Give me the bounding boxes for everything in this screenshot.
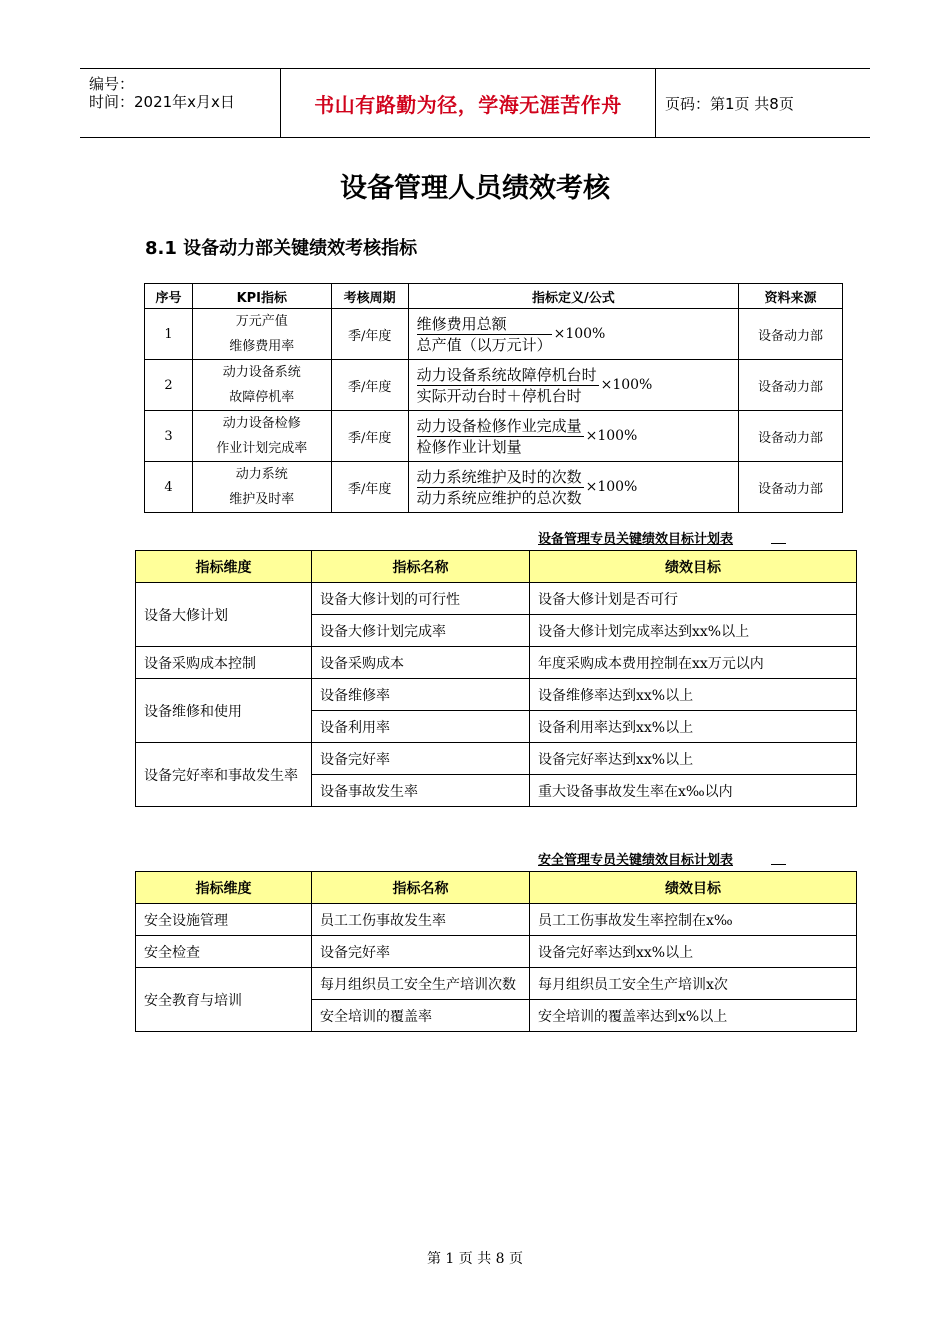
kpi-period: 季/年度 (331, 411, 408, 462)
kpi-name-line2: 维修费用率 (229, 339, 295, 354)
table-row (136, 583, 857, 615)
target-cell: 设备利用率达到xx%以上 (530, 711, 857, 743)
target-cell: 每月组织员工安全生产培训x次 (530, 968, 857, 1000)
formula-multiplier: ×100% (553, 326, 606, 342)
kpi-name-line2: 故障停机率 (229, 390, 295, 405)
dimension-cell: 设备大修计划 (136, 583, 312, 647)
dimension-cell: 设备采购成本控制 (136, 647, 312, 679)
header-indicator: 指标名称 (312, 872, 530, 904)
target-cell: 设备大修计划完成率达到xx%以上 (530, 615, 857, 647)
kpi-source: 设备动力部 (739, 411, 843, 462)
kpi-period: 季/年度 (331, 309, 408, 360)
formula-multiplier: ×100% (600, 377, 653, 393)
target-cell: 设备完好率达到xx%以上 (530, 743, 857, 775)
table-row (136, 968, 857, 1000)
table-row (136, 647, 857, 679)
kpi-formula (408, 360, 739, 411)
page-label: 页码：第1页 共8页 (665, 94, 794, 113)
kpi-source: 设备动力部 (739, 462, 843, 513)
target-cell: 设备大修计划是否可行 (530, 583, 857, 615)
kpi-no: 4 (145, 462, 193, 513)
kpi-no: 2 (145, 360, 193, 411)
page-title: 设备管理人员绩效考核 (340, 173, 610, 204)
dimension-cell: 安全教育与培训 (136, 968, 312, 1032)
equipment-plan-caption: 设备管理专员关键绩效目标计划表 (538, 532, 734, 547)
plan-header-row (136, 872, 857, 904)
indicator-cell: 设备事故发生率 (312, 775, 530, 807)
kpi-table (144, 283, 843, 513)
motto: 书山有路勤为径，学海无涯苦作舟 (314, 92, 622, 117)
safety-plan-caption: 安全管理专员关键绩效目标计划表 (538, 853, 734, 868)
kpi-row (145, 360, 843, 411)
kpi-header-name: KPI指标 (192, 284, 331, 309)
formula-multiplier: ×100% (585, 479, 638, 495)
table-row (136, 936, 857, 968)
header-target: 绩效目标 (530, 872, 857, 904)
kpi-row (145, 462, 843, 513)
kpi-formula (408, 309, 739, 360)
caption-underline (771, 543, 786, 544)
formula-numerator: 维修费用总额 (417, 314, 552, 335)
target-cell: 设备维修率达到xx%以上 (530, 679, 857, 711)
page-footer: 第 1 页 共 8 页 (426, 1251, 524, 1267)
kpi-header-source: 资料来源 (739, 284, 843, 309)
formula-numerator: 动力系统维护及时的次数 (416, 467, 582, 486)
target-cell: 员工工伤事故发生率控制在x‰ (530, 904, 857, 936)
dimension-cell: 设备完好率和事故发生率 (136, 743, 312, 807)
table-row (136, 743, 857, 775)
formula-denominator: 检修作业计划量 (416, 437, 522, 456)
table-row (136, 904, 857, 936)
page-header (80, 68, 870, 138)
indicator-cell: 设备大修计划完成率 (312, 615, 530, 647)
indicator-cell: 设备完好率 (312, 743, 530, 775)
formula-multiplier: ×100% (585, 428, 638, 444)
indicator-cell: 设备采购成本 (312, 647, 530, 679)
kpi-formula (408, 462, 739, 513)
plan-header-row (136, 551, 857, 583)
safety-plan-table (135, 871, 857, 1032)
target-cell: 设备完好率达到xx%以上 (530, 936, 857, 968)
header-target: 绩效目标 (530, 551, 857, 583)
section-heading: 8.1 设备动力部关键绩效考核指标 (145, 238, 418, 259)
equipment-plan-table (135, 550, 857, 807)
header-page-cell (656, 69, 870, 137)
target-cell: 安全培训的覆盖率达到x%以上 (530, 1000, 857, 1032)
kpi-name-line1: 动力系统 (235, 467, 288, 482)
header-indicator: 指标名称 (312, 551, 530, 583)
kpi-header-no: 序号 (145, 284, 193, 309)
dimension-cell: 安全设施管理 (136, 904, 312, 936)
caption-underline (771, 864, 786, 865)
kpi-header-period: 考核周期 (331, 284, 408, 309)
indicator-cell: 设备利用率 (312, 711, 530, 743)
time-label: 时间：2021年x月x日 (89, 93, 235, 111)
kpi-header-row (145, 284, 843, 309)
formula-numerator: 动力设备检修作业完成量 (416, 416, 582, 435)
kpi-no: 1 (145, 309, 193, 360)
indicator-cell: 每月组织员工安全生产培训次数 (312, 968, 530, 1000)
indicator-cell: 安全培训的覆盖率 (312, 1000, 530, 1032)
kpi-name-line2: 维护及时率 (229, 492, 295, 507)
kpi-name-line1: 动力设备系统 (222, 365, 301, 380)
kpi-row (145, 411, 843, 462)
indicator-cell: 设备大修计划的可行性 (312, 583, 530, 615)
dimension-cell: 安全检查 (136, 936, 312, 968)
kpi-header-formula: 指标定义/公式 (408, 284, 739, 309)
kpi-name-line1: 万元产值 (235, 314, 288, 329)
indicator-cell: 设备维修率 (312, 679, 530, 711)
target-cell: 年度采购成本费用控制在xx万元以内 (530, 647, 857, 679)
kpi-name (192, 411, 331, 462)
table-row (136, 679, 857, 711)
kpi-formula (408, 411, 739, 462)
header-motto-cell (280, 69, 656, 137)
formula-numerator: 动力设备系统故障停机台时 (416, 365, 597, 384)
header-meta (80, 69, 280, 137)
header-dimension: 指标维度 (136, 551, 312, 583)
indicator-cell: 员工工伤事故发生率 (312, 904, 530, 936)
formula-denominator: 动力系统应维护的总次数 (416, 488, 582, 507)
kpi-period: 季/年度 (331, 360, 408, 411)
formula-denominator: 总产值（以万元计） (416, 335, 552, 354)
kpi-name-line2: 作业计划完成率 (216, 441, 308, 456)
dimension-cell: 设备维修和使用 (136, 679, 312, 743)
kpi-name (192, 309, 331, 360)
kpi-name (192, 360, 331, 411)
number-label: 编号： (89, 75, 135, 93)
kpi-no: 3 (145, 411, 193, 462)
kpi-source: 设备动力部 (739, 309, 843, 360)
kpi-name-line1: 动力设备检修 (222, 416, 301, 431)
kpi-source: 设备动力部 (739, 360, 843, 411)
kpi-period: 季/年度 (331, 462, 408, 513)
formula-denominator: 实际开动台时＋停机台时 (416, 386, 582, 405)
kpi-row (145, 309, 843, 360)
header-dimension: 指标维度 (136, 872, 312, 904)
target-cell: 重大设备事故发生率在x‰以内 (530, 775, 857, 807)
indicator-cell: 设备完好率 (312, 936, 530, 968)
kpi-name (192, 462, 331, 513)
